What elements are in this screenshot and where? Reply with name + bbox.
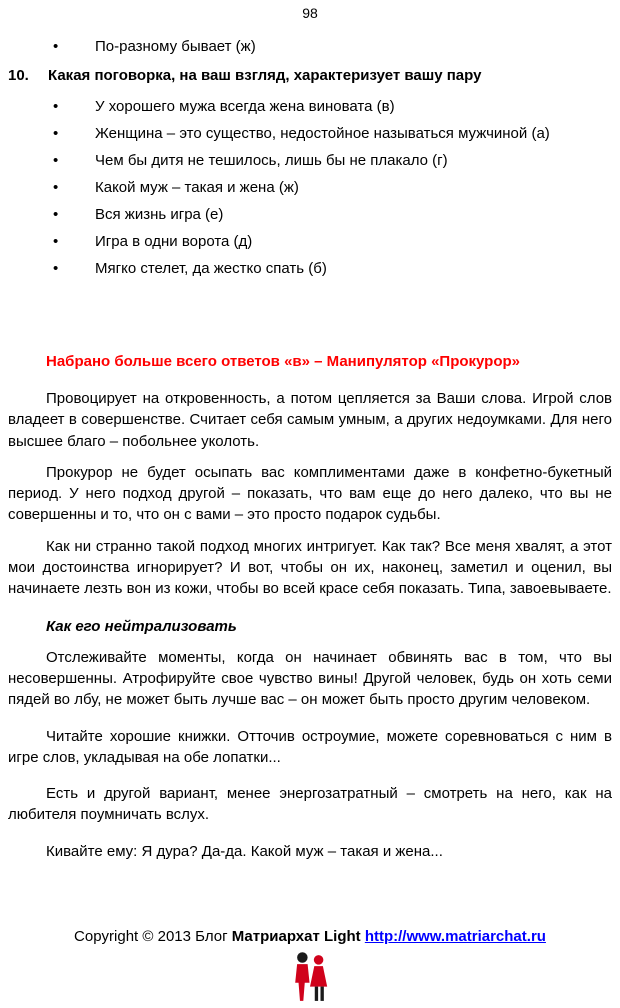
section-subheading: Как его нейтрализовать [46, 617, 237, 635]
paragraph: Читайте хорошие книжки. Отточив остроумие, можете соревноваться с ним в игре слов, укладывая на обе лопатки... [8, 727, 612, 766]
blog-name: Матриархат Light [231, 928, 361, 945]
question-10 [8, 66, 612, 86]
list-item [8, 37, 612, 57]
question-text: Какая поговорка, на ваш взгляд, характеризует вашу пару [48, 67, 482, 84]
question-number: 10. [8, 67, 29, 84]
option-text: У хорошего мужа всегда жена виновата (в) [95, 98, 395, 115]
bullet-marker: • [53, 152, 59, 169]
bullet-marker: • [53, 125, 59, 142]
option-text: Женщина – это существо, недостойное называться мужчиной (а) [95, 125, 550, 142]
site-link[interactable]: http://www.matriarchat.ru [364, 928, 546, 945]
bullet-marker: • [53, 233, 59, 250]
copyright-line [0, 927, 620, 947]
list-item [8, 232, 612, 252]
paragraph: Провоцирует на откровенность, а потом цепляется за Ваши слова. Игрой слов владеет в совершенстве. Считает себя самым умным, а других недоумками. Для него высшее благо – побольнее уколоть. [8, 390, 612, 450]
paragraph: Прокурор не будет осыпать вас комплиментами даже в конфетно-букетный период. У него подход другой – показать, что вам еще до него далеко, что вы не совершенны и то, что он с вами – это просто подарок судьбы. [8, 463, 612, 524]
option-text: Игра в одни ворота (д) [95, 233, 253, 250]
paragraph: Кивайте ему: Я дура? Да-да. Какой муж – такая и жена... [46, 842, 443, 860]
bullet-marker: • [53, 206, 59, 223]
bullet-marker: • [53, 98, 59, 115]
list-item [8, 259, 612, 279]
options-list [8, 97, 612, 279]
bullet-marker: • [53, 179, 59, 196]
list-item [8, 178, 612, 198]
option-text: Мягко стелет, да жестко спать (б) [95, 260, 327, 277]
paragraph: Как ни странно такой подход многих интригует. Как так? Все меня хвалят, а этот мои достоинства игнорирует? И вот, чтобы он их, наконец, заметил и оценил, вы начинаете лезть вон из кожи, чтобы во всей красе себя показать. Типа, завоевываете. [8, 537, 612, 598]
option-text: Какой муж – такая и жена (ж) [95, 179, 299, 196]
page-footer [0, 927, 620, 1005]
logo-couple-icon [0, 951, 620, 1005]
list-item [8, 151, 612, 171]
paragraph: Отслеживайте моменты, когда он начинает обвинять вас в том, что вы несовершенны. Атрофируйте свое чувство вины! Другой человек, будь он хоть семи пядей во лбу, не может быть лучше вас – он может быть просто другим человеком. [8, 648, 612, 709]
copyright-text: Copyright © 2013 Блог [74, 928, 232, 945]
paragraph: Есть и другой вариант, менее энергозатратный – смотреть на него, как на любителя поумничать вслух. [8, 785, 612, 824]
option-text: Вся жизнь игра (е) [95, 206, 224, 223]
page-number: 98 [302, 5, 318, 21]
bullet-marker: • [53, 260, 59, 277]
option-text: Чем бы дитя не тешилось, лишь бы не плакало (г) [95, 152, 448, 169]
list-item [8, 124, 612, 144]
list-item [8, 97, 612, 117]
list-item-text: По-разному бывает (ж) [95, 38, 256, 55]
list-item [8, 205, 612, 225]
section-heading: Набрано больше всего ответов «в» – Манипулятор «Прокурор» [46, 353, 521, 370]
bullet-marker: • [53, 38, 59, 55]
